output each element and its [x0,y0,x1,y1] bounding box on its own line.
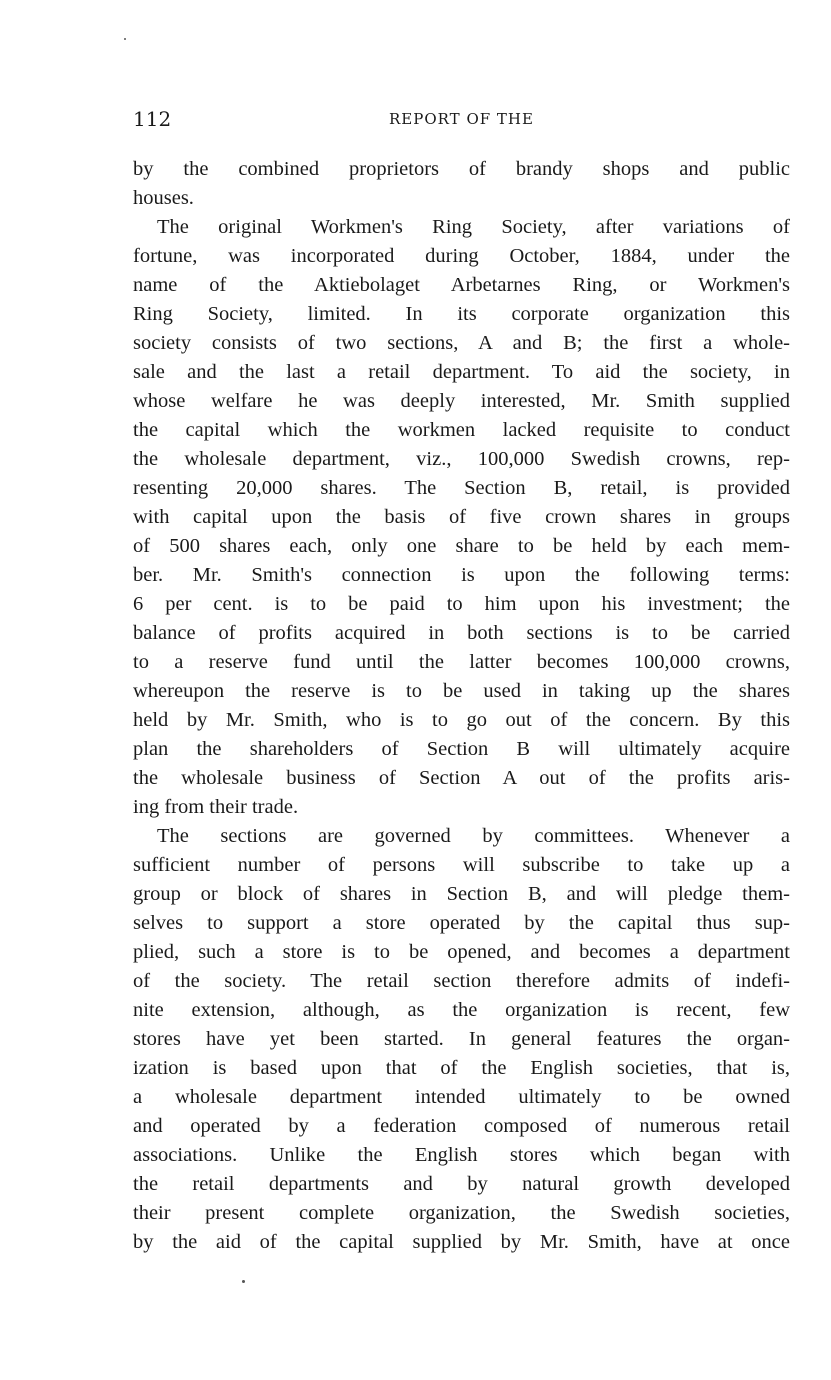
text-line: the capital which the workmen lacked requisite to conduct [133,419,790,441]
text-line: society consists of two sections, A and B; the first a whole- [133,332,790,354]
body-text [133,155,790,1257]
text-line: houses. [133,187,194,209]
text-line: associations. Unlike the English stores which began with [133,1144,790,1166]
text-line: whose welfare he was deeply interested, Mr. Smith supplied [133,390,790,412]
text-line: ber. Mr. Smith's connection is upon the following terms: [133,564,790,586]
text-line: fortune, was incorporated during October, 1884, under the [133,245,790,267]
text-line: to a reserve fund until the latter becomes 100,000 crowns, [133,651,790,673]
text-line: The original Workmen's Ring Society, after variations of [157,216,790,238]
text-line: by the aid of the capital supplied by Mr. Smith, have at once [133,1231,790,1253]
text-line: the wholesale business of Section A out of the profits aris- [133,767,790,789]
text-line: the wholesale department, viz., 100,000 Swedish crowns, rep- [133,448,790,470]
text-line: stores have yet been started. In general features the organ- [133,1028,790,1050]
text-line: group or block of shares in Section B, and will pledge them- [133,883,790,905]
text-line: selves to support a store operated by the capital thus sup- [133,912,790,934]
text-line: resenting 20,000 shares. The Section B, retail, is provided [133,477,790,499]
text-line: held by Mr. Smith, who is to go out of the concern. By this [133,709,790,731]
text-line: whereupon the reserve is to be used in taking up the shares [133,680,790,702]
text-line: by the combined proprietors of brandy shops and public [133,158,790,180]
text-line: Ring Society, limited. In its corporate organization this [133,303,790,325]
text-line: The sections are governed by committees. Whenever a [157,825,790,847]
text-line: sale and the last a retail department. To aid the society, in [133,361,790,383]
text-line: plied, such a store is to be opened, and becomes a department [133,941,790,963]
text-line: balance of profits acquired in both sections is to be carried [133,622,790,644]
paragraph-2 [133,213,790,822]
text-line: of the society. The retail section therefore admits of indefi- [133,970,790,992]
text-line: ing from their trade. [133,796,299,818]
page-header [133,107,790,133]
text-line: nite extension, although, as the organization is recent, few [133,999,790,1021]
scan-speck [242,1280,245,1283]
scan-speck [124,38,126,40]
text-line: plan the shareholders of Section B will ultimately acquire [133,738,790,760]
text-line: sufficient number of persons will subscribe to take up a [133,854,790,876]
text-line: with capital upon the basis of five crown shares in groups [133,506,790,528]
text-line: of 500 shares each, only one share to be held by each mem- [133,535,790,557]
text-line: ization is based upon that of the English societies, that is, [133,1057,790,1079]
paragraph-1 [133,155,790,213]
paragraph-3 [133,822,790,1257]
text-line: 6 per cent. is to be paid to him upon his investment; the [133,593,790,615]
text-line: and operated by a federation composed of numerous retail [133,1115,790,1137]
page-number: 112 [133,107,172,131]
text-line: the retail departments and by natural growth developed [133,1173,790,1195]
text-line: name of the Aktiebolaget Arbetarnes Ring, or Workmen's [133,274,790,296]
text-line: their present complete organization, the Swedish societies, [133,1202,790,1224]
running-head: REPORT OF THE [389,110,534,128]
text-line: a wholesale department intended ultimately to be owned [133,1086,790,1108]
